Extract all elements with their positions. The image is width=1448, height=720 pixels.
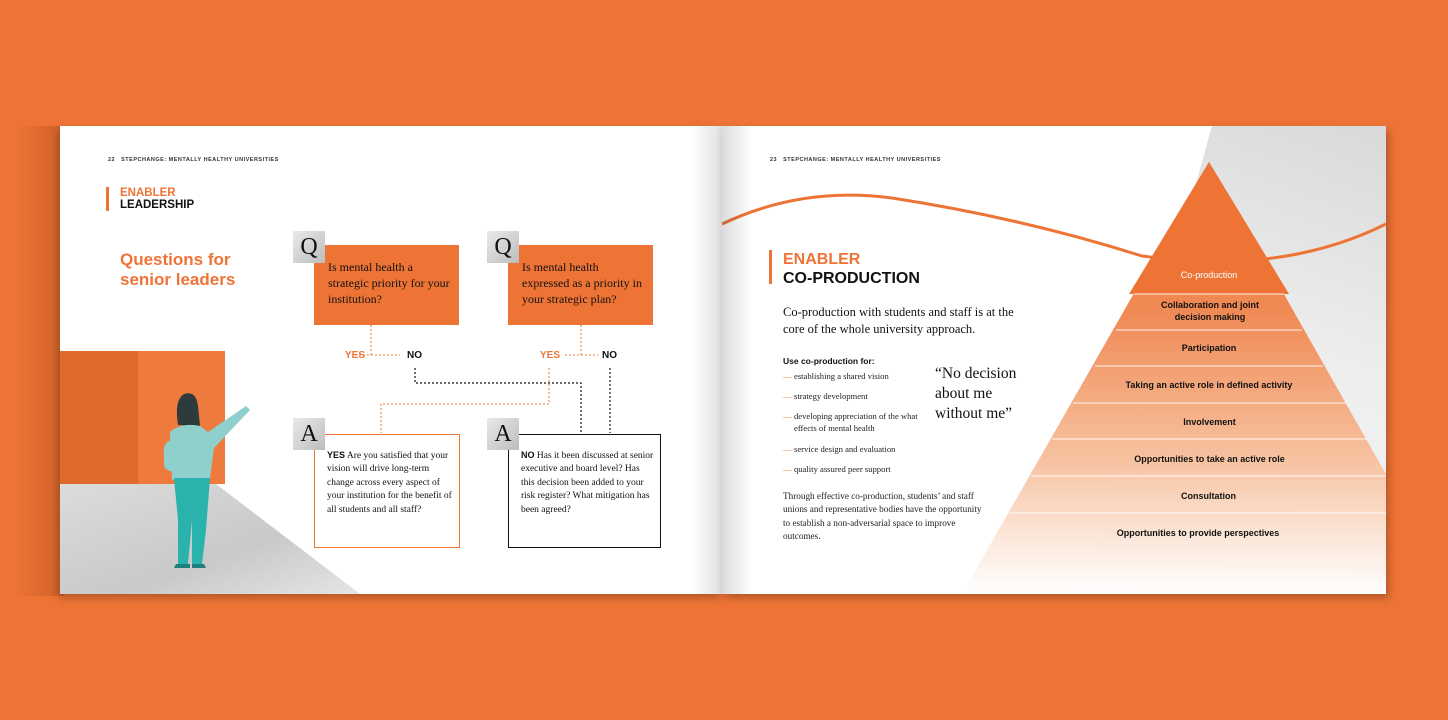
section-title: Questions for senior leaders: [120, 250, 236, 289]
pyramid-level: Taking an active role in defined activity: [1125, 380, 1293, 390]
participation-pyramid: [722, 126, 1386, 594]
answer-no-lead: NO: [521, 450, 535, 460]
no-label-1: NO: [407, 350, 422, 361]
page-number: 23: [770, 157, 778, 163]
question-2-text: Is mental health expressed as a priority in your strategic plan?: [522, 260, 642, 306]
a-letter-2: A: [487, 418, 519, 450]
pyramid-level: Opportunities to take an active role: [1134, 454, 1285, 464]
gutter-shadow: [722, 126, 752, 594]
answer-no-text: NO Has it been discussed at senior executive and board level? Has this decision been added to your risk register? What mitigation has been agreed?: [521, 450, 654, 515]
pyramid-level: Collaboration and joint decision making: [1161, 300, 1259, 322]
running-head-text: STEPCHANGE: MENTALLY HEALTHY UNIVERSITIES: [783, 157, 941, 163]
enabler-kicker: ENABLER: [783, 251, 861, 268]
list-item: — service design and evaluation: [783, 444, 896, 454]
enabler-kicker: ENABLER: [120, 187, 176, 199]
pyramid-level: Participation: [1181, 343, 1237, 353]
list-item: — establishing a shared vision: [783, 371, 889, 381]
answer-yes-lead: YES: [327, 450, 346, 460]
answer-box-yes: [314, 434, 460, 548]
question-1-text: Is mental health a strategic priority for your institution?: [328, 260, 450, 306]
a-letter-1: A: [293, 418, 325, 450]
list-item: — developing appreciation of the what effects of mental health: [783, 411, 918, 433]
page-number: 22: [108, 157, 116, 163]
pyramid-level: Consultation: [1181, 491, 1236, 501]
list-item: — quality assured peer support: [783, 464, 891, 474]
running-head-text: STEPCHANGE: MENTALLY HEALTHY UNIVERSITIES: [121, 157, 279, 163]
enabler-name: CO-PRODUCTION: [783, 270, 920, 287]
left-page: [60, 126, 722, 594]
question-box-1: [314, 245, 459, 325]
closing-text: Through effective co-production, students’ and staff unions and representative bodies have the opportunity to establish a non-adversarial space to improve outcomes.: [783, 491, 982, 542]
pyramid-level: Involvement: [1183, 417, 1236, 427]
yes-label-1: YES: [345, 350, 366, 361]
yes-label-2: YES: [540, 350, 561, 361]
intro-text: Co-production with students and staff is at the core of the whole university approach.: [783, 305, 1014, 336]
answer-box-no: [508, 434, 661, 548]
spread-shadow: [14, 126, 64, 596]
pyramid-level: Co-production: [1180, 270, 1238, 280]
pyramid-level: Opportunities to provide perspectives: [1116, 528, 1280, 538]
list-item: — strategy development: [783, 391, 868, 401]
q-letter-1: Q: [293, 231, 325, 263]
q-letter-2: Q: [487, 231, 519, 263]
no-label-2: NO: [602, 350, 617, 361]
right-page: [722, 126, 1386, 594]
answer-yes-text: YES Are you satisfied that your vision will drive long-term change across every aspect of your institution for the benefit of all students and all staff?: [327, 450, 452, 515]
pull-quote: “No decision about me without me”: [935, 365, 1017, 422]
question-box-2: [508, 245, 653, 325]
use-title: Use co-production for:: [783, 356, 875, 366]
enabler-name: LEADERSHIP: [120, 199, 195, 212]
